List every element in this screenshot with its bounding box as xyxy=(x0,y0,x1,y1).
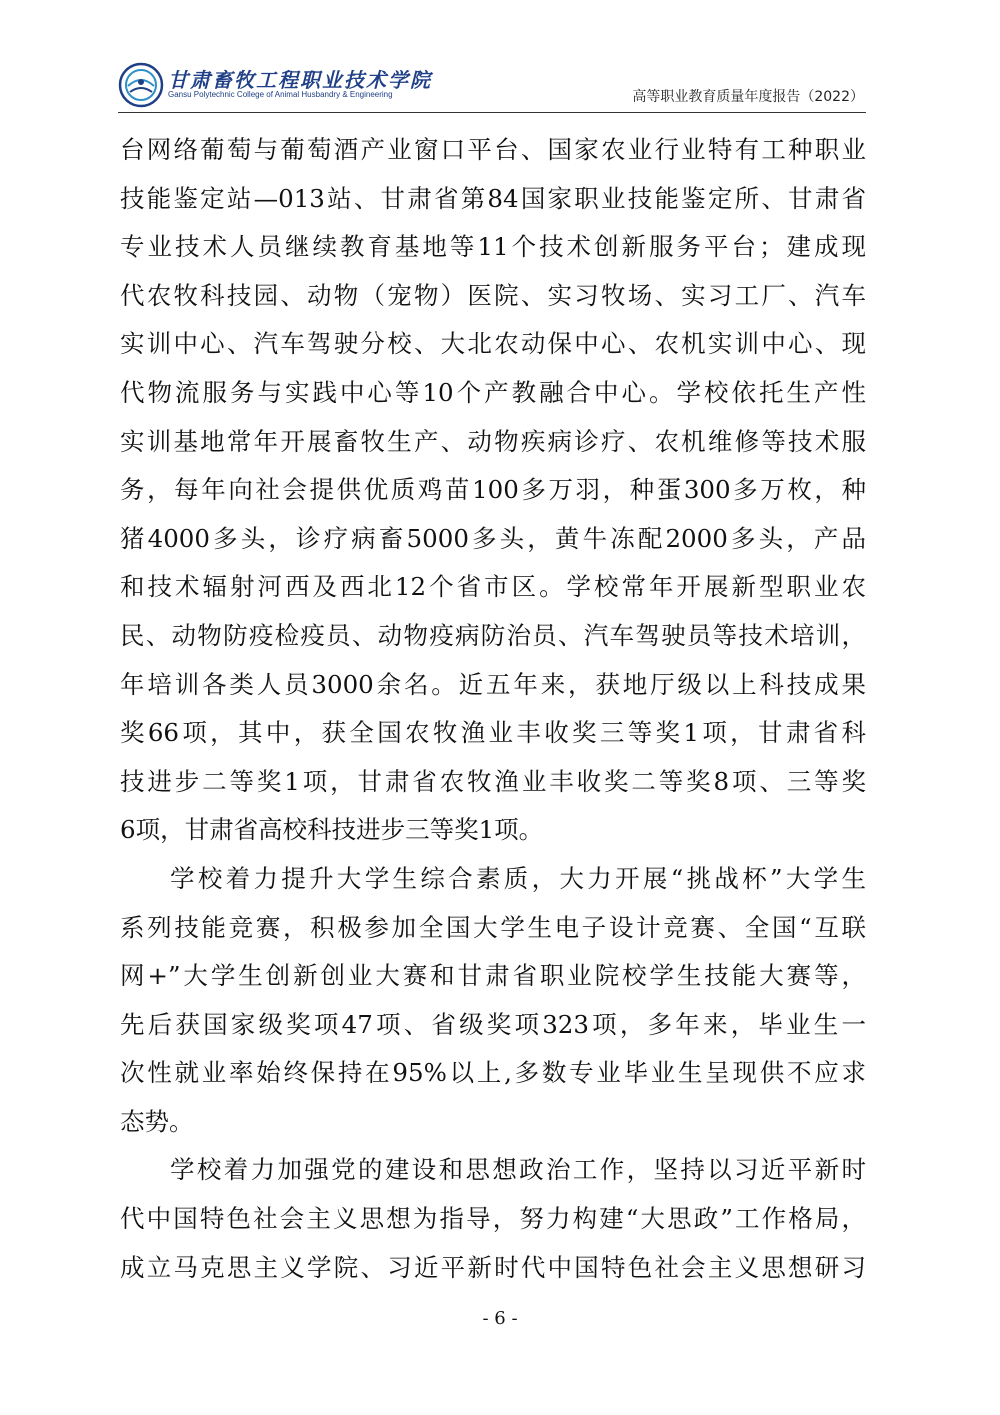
text-line: 6项，甘肃省高校科技进步三等奖1项。 xyxy=(120,815,544,845)
text-line: 技能鉴定站—013站、甘肃省第84国家职业技能鉴定所、甘肃省 xyxy=(120,183,866,213)
page-header xyxy=(118,58,866,113)
text-line: 和技术辐射河西及西北12个省市区。学校常年开展新型职业农 xyxy=(120,572,866,602)
school-emblem-icon xyxy=(118,62,164,108)
school-name-english: Gansu Polytechnic College of Animal Husbandry & Engineering xyxy=(168,90,393,99)
text-line: 务，每年向社会提供优质鸡苗100多万羽，种蛋300多万枚，种 xyxy=(120,475,866,505)
text-line: 系列技能竞赛，积极参加全国大学生电子设计竞赛、全国“互联 xyxy=(120,912,866,942)
paragraph-2 xyxy=(120,855,866,1147)
text-line: 奖66项，其中，获全国农牧渔业丰收奖三等奖1项，甘肃省科 xyxy=(120,718,866,748)
report-title: 高等职业教育质量年度报告（2022） xyxy=(632,89,864,105)
text-line: 次性就业率始终保持在95%以上,多数专业毕业生呈现供不应求 xyxy=(120,1058,866,1088)
text-line: 实训中心、汽车驾驶分校、大北农动保中心、农机实训中心、现 xyxy=(120,329,866,359)
paragraph-3 xyxy=(120,1146,866,1292)
text-line: 技进步二等奖1项，甘肃省农牧渔业丰收奖二等奖8项、三等奖 xyxy=(120,766,866,796)
text-line: 代农牧科技园、动物（宠物）医院、实习牧场、实习工厂、汽车 xyxy=(120,280,866,310)
text-line: 学校着力加强党的建设和思想政治工作，坚持以习近平新时 xyxy=(170,1155,866,1185)
text-line: 态势。 xyxy=(120,1106,194,1136)
paragraph-1 xyxy=(120,126,866,855)
text-line: 猪4000多头，诊疗病畜5000多头，黄牛冻配2000多头，产品 xyxy=(120,523,866,553)
text-line: 台网络葡萄与葡萄酒产业窗口平台、国家农业行业特有工种职业 xyxy=(120,135,866,164)
text-line: 代物流服务与实践中心等10个产教融合中心。学校依托生产性 xyxy=(120,377,866,407)
text-line: 实训基地常年开展畜牧生产、动物疾病诊疗、农机维修等技术服 xyxy=(120,426,866,456)
text-line: 代中国特色社会主义思想为指导，努力构建“大思政”工作格局， xyxy=(120,1204,866,1234)
text-line: 先后获国家级奖项47项、省级奖项323项，多年来，毕业生一 xyxy=(120,1009,866,1039)
school-name: 甘肃畜牧工程职业技术学院 xyxy=(168,68,432,92)
page-number: - 6 - xyxy=(482,1308,518,1329)
text-line: 成立马克思主义学院、习近平新时代中国特色社会主义思想研习 xyxy=(120,1252,866,1282)
text-line: 民、动物防疫检疫员、动物疫病防治员、汽车驾驶员等技术培训， xyxy=(120,620,866,650)
text-line: 学校着力提升大学生综合素质，大力开展“挑战杯”大学生 xyxy=(170,863,866,893)
text-line: 网+”大学生创新创业大赛和甘肃省职业院校学生技能大赛等， xyxy=(120,961,866,991)
text-line: 专业技术人员继续教育基地等11个技术创新服务平台；建成现 xyxy=(120,232,866,262)
document-body xyxy=(120,126,866,1292)
text-line: 年培训各类人员3000余名。近五年来，获地厅级以上科技成果 xyxy=(120,669,866,699)
